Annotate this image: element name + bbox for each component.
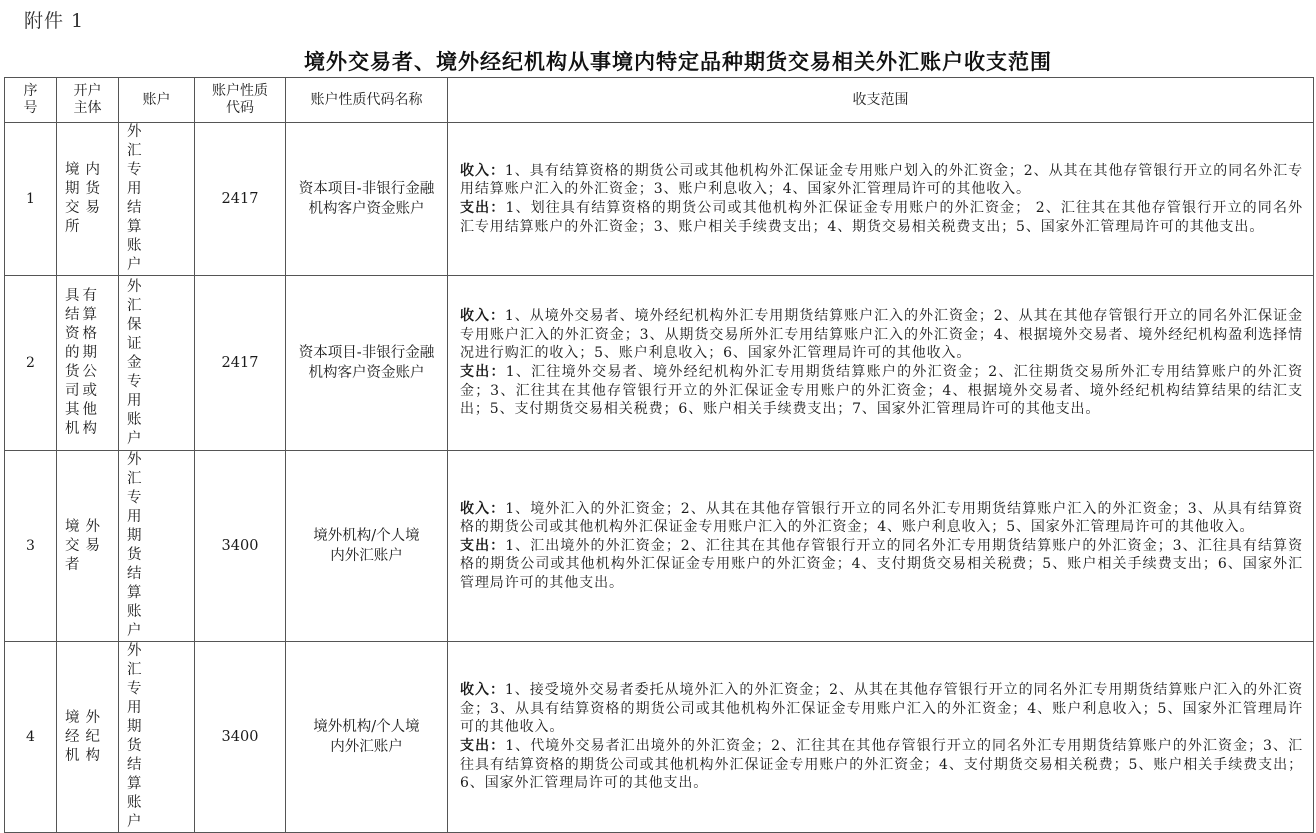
- expense-text: 1、汇出境外的外汇资金；2、汇往其在其他存管银行开立的同名外汇专用期货结算账户的外汇资金；3、汇往具有结算资格的期货公司或其他机构外汇保证金专用账户的外汇资金；4、支付期货交易相关税费；5、账户相关手续费支出；6、国家外汇管理局许可的其他支出。: [460, 537, 1303, 591]
- expense-paragraph: [460, 199, 1303, 236]
- row-subject: 境外交易者: [57, 451, 119, 642]
- table-row: [5, 451, 1314, 642]
- expense-paragraph: [460, 737, 1303, 793]
- expense-text: 1、汇往境外交易者、境外经纪机构外汇专用期货结算账户的外汇资金；2、汇往期货交易所外汇专用结算账户的外汇资金；3、汇往其在其他存管银行开立的外汇保证金专用账户的外汇资金；4、根据境外交易者、境外经纪机构结算结果的结汇支出；5、支付期货交易相关税费；6、账户相关手续费支出；7、国家外汇管理局许可的其他支出。: [460, 364, 1303, 418]
- income-text: 1、境外汇入的外汇资金；2、从其在其他存管银行开立的同名外汇专用期货结算账户汇入的外汇资金；3、从具有结算资格的期货公司或其他机构外汇保证金专用账户汇入的外汇资金；4、账户利息收入；5、国家外汇管理局许可的其他收入。: [460, 500, 1303, 536]
- row-index: 2: [5, 276, 57, 451]
- table-row: [5, 276, 1314, 451]
- income-paragraph: [460, 500, 1303, 537]
- row-account: 外汇保证金专用账户: [119, 276, 195, 451]
- header-code-name: 账户性质代码名称: [286, 78, 448, 123]
- expense-label: 支出：: [460, 364, 506, 380]
- table-row: [5, 123, 1314, 276]
- row-code: 2417: [195, 123, 286, 276]
- row-subject: 境外经纪机构: [57, 642, 119, 833]
- income-paragraph: [460, 307, 1303, 363]
- row-code: 3400: [195, 642, 286, 833]
- row-account: 外汇专用期货结算账户: [119, 451, 195, 642]
- attachment-label: 附件 1: [24, 10, 85, 32]
- income-label: 收入：: [460, 682, 505, 699]
- expense-paragraph: [460, 363, 1303, 419]
- row-scope: [448, 276, 1314, 451]
- header-subject: 开户主体: [57, 78, 119, 123]
- expense-text: 1、代境外交易者汇出境外的外汇资金；2、汇往其在其他存管银行开立的同名外汇专用期货结算账户的外汇资金；3、汇往具有结算资格的期货公司或其他机构外汇保证金专用账户的外汇资金；4、支付期货交易相关税费；5、账户相关手续费支出；6、国家外汇管理局许可的其他支出。: [460, 738, 1303, 792]
- account-scope-table: [4, 77, 1314, 833]
- row-scope: [448, 123, 1314, 276]
- row-code-name: 资本项目-非银行金融机构客户资金账户: [286, 123, 448, 276]
- row-index: 1: [5, 123, 57, 276]
- row-code-name: 资本项目-非银行金融机构客户资金账户: [286, 276, 448, 451]
- row-code: 3400: [195, 451, 286, 642]
- row-subject: 具有结算资格的期货公司或其他机构: [57, 276, 119, 451]
- row-account: 外汇专用期货结算账户: [119, 642, 195, 833]
- income-label: 收入：: [460, 500, 506, 517]
- row-index: 3: [5, 451, 57, 642]
- income-label: 收入：: [460, 162, 505, 179]
- row-subject: 境内期货交易所: [57, 123, 119, 276]
- income-text: 1、从境外交易者、境外经纪机构外汇专用期货结算账户汇入的外汇资金；2、从其在其他存管银行开立的同名外汇保证金专用账户汇入的外汇资金；3、从期货交易所外汇专用结算账户汇入的外汇资金；4、根据境外交易者、境外经纪机构盈利选择情况进行购汇的收入；5、账户利息收入；6、国家外汇管理局许可的其他收入。: [460, 308, 1303, 362]
- expense-paragraph: [460, 537, 1303, 593]
- row-scope: [448, 451, 1314, 642]
- row-account: 外汇专用结算账户: [119, 123, 195, 276]
- table-row: [5, 642, 1314, 833]
- document-title: 境外交易者、境外经纪机构从事境内特定品种期货交易相关外汇账户收支范围: [304, 49, 1052, 74]
- expense-label: 支出：: [460, 200, 506, 216]
- header-index: 序号: [5, 78, 57, 123]
- expense-label: 支出：: [460, 738, 506, 754]
- table-header-row: [5, 78, 1314, 123]
- expense-label: 支出：: [460, 537, 506, 554]
- income-paragraph: [460, 162, 1303, 199]
- row-code-name: 境外机构/个人境内外汇账户: [286, 642, 448, 833]
- income-label: 收入：: [460, 308, 505, 325]
- header-scope: 收支范围: [448, 78, 1314, 123]
- row-code-name: 境外机构/个人境内外汇账户: [286, 451, 448, 642]
- income-paragraph: [460, 681, 1303, 737]
- header-account: 账户: [119, 78, 195, 123]
- income-text: 1、具有结算资格的期货公司或其他机构外汇保证金专用账户划入的外汇资金；2、从其在其他存管银行开立的同名外汇专用结算账户汇入的外汇资金；3、账户利息收入；4、国家外汇管理局许可的其他收入。: [460, 162, 1303, 198]
- expense-text: 1、划往具有结算资格的期货公司或其他机构外汇保证金专用账户的外汇资金； 2、汇往其在其他存管银行开立的同名外汇专用结算账户的外汇资金；3、账户相关手续费支出；4、期货交易相关税费支出；5、国家外汇管理局许可的其他支出。: [460, 200, 1303, 235]
- income-text: 1、接受境外交易者委托从境外汇入的外汇资金；2、从其在其他存管银行开立的同名外汇专用期货结算账户汇入的外汇资金；3、从具有结算资格的期货公司或其他机构外汇保证金专用账户汇入的外汇资金；4、账户利息收入；5、国家外汇管理局许可的其他收入。: [460, 682, 1303, 736]
- row-scope: [448, 642, 1314, 833]
- header-code: 账户性质代码: [195, 78, 286, 123]
- row-index: 4: [5, 642, 57, 833]
- row-code: 2417: [195, 276, 286, 451]
